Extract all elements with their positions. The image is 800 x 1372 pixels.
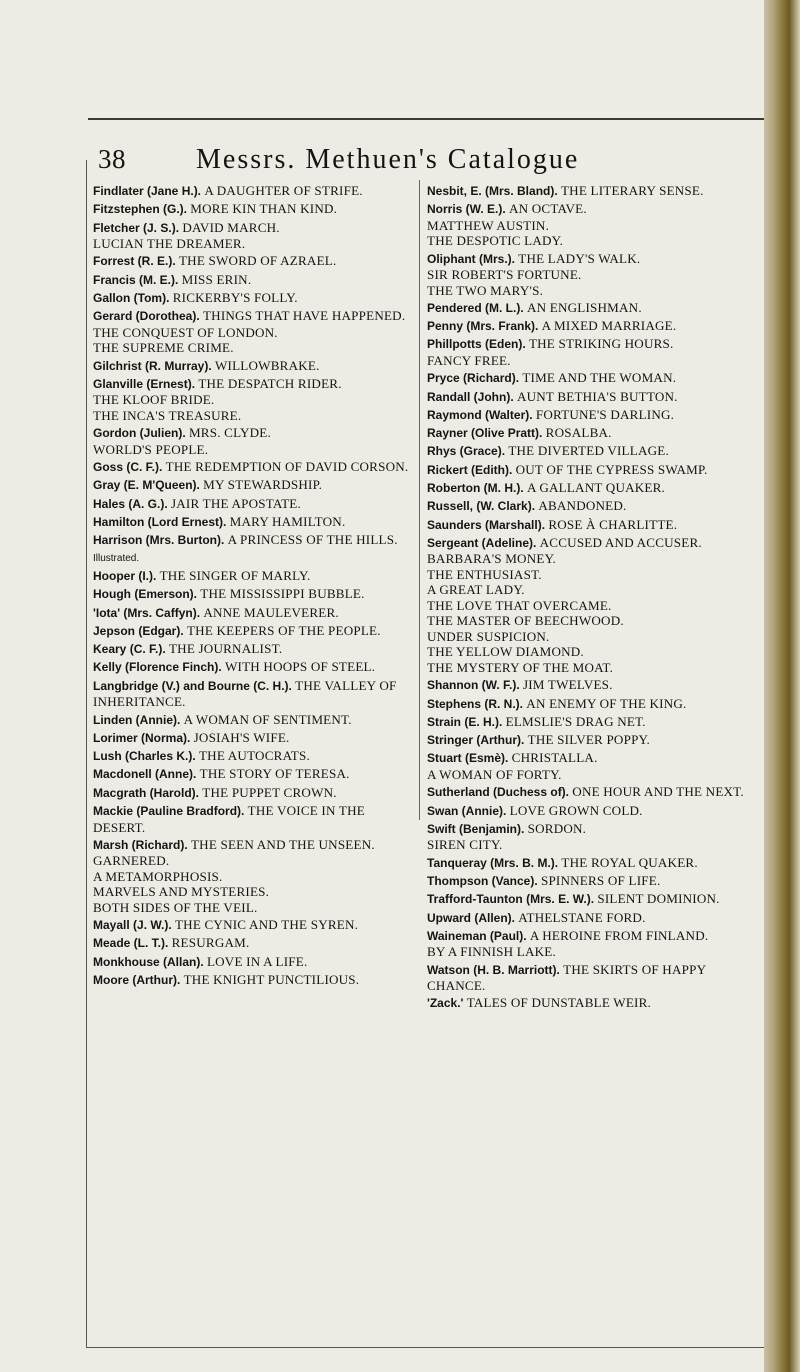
catalogue-entry xyxy=(93,568,411,585)
entry-title: THE SINGER OF MARLY. xyxy=(159,567,311,583)
entry-author: Norris (W. E.). xyxy=(427,202,506,217)
catalogue-entry xyxy=(427,201,749,249)
entry-author: Rhys (Grace). xyxy=(427,444,506,459)
entry-author: Penny (Mrs. Frank). xyxy=(427,319,539,334)
catalogue-entry xyxy=(427,407,749,424)
entry-title: BARBARA'S MONEY. xyxy=(427,551,557,567)
top-rule xyxy=(88,118,764,120)
entry-title: MRS. CLYDE. xyxy=(188,425,271,441)
column-divider xyxy=(419,180,420,820)
catalogue-entry xyxy=(427,677,749,694)
entry-author: Roberton (M. H.). xyxy=(427,481,524,496)
entry-title: MARY HAMILTON. xyxy=(229,513,346,529)
entry-author: Gallon (Tom). xyxy=(93,290,170,305)
entry-title: A MIXED MARRIAGE. xyxy=(541,318,677,334)
entry-author: Rickert (Edith). xyxy=(427,462,513,477)
entry-title: THE JOURNALIST. xyxy=(168,641,283,657)
entry-title: MISS ERIN. xyxy=(181,271,252,287)
entry-author: Hooper (I.). xyxy=(93,568,157,583)
catalogue-entry xyxy=(93,730,411,747)
catalogue-entry xyxy=(93,290,411,307)
entry-title: THE TWO MARY'S. xyxy=(427,282,544,298)
entry-author: Keary (C. F.). xyxy=(93,642,166,657)
catalogue-entry xyxy=(93,532,411,566)
catalogue-entry xyxy=(93,659,411,676)
catalogue-entry xyxy=(427,873,749,890)
catalogue-entry xyxy=(93,623,411,640)
entry-title: ELMSLIE'S DRAG NET. xyxy=(505,713,646,729)
entry-title: THINGS THAT HAVE HAPPENED. xyxy=(202,308,406,324)
entry-title: FANCY FREE. xyxy=(427,352,511,368)
entry-title: THE ROYAL QUAKER. xyxy=(561,854,698,870)
entry-author: Langbridge (V.) and Bourne (C. H.). xyxy=(93,678,292,693)
entry-title: MY STEWARDSHIP. xyxy=(203,477,323,493)
entry-title: TALES OF DUNSTABLE WEIR. xyxy=(466,995,652,1011)
catalogue-entry xyxy=(427,517,749,534)
entry-title: THE PUPPET CROWN. xyxy=(202,784,337,800)
entry-title: THE SILVER POPPY. xyxy=(527,732,650,748)
entry-author: Forrest (R. E.). xyxy=(93,254,176,269)
entry-author: Thompson (Vance). xyxy=(427,873,538,888)
entry-title: LOVE IN A LIFE. xyxy=(206,953,308,969)
catalogue-entry xyxy=(93,954,411,971)
catalogue-entry xyxy=(93,496,411,513)
entry-title: WITH HOOPS OF STEEL. xyxy=(224,659,376,675)
catalogue-entry xyxy=(427,714,749,731)
catalogue-entry xyxy=(93,272,411,289)
catalogue-entry xyxy=(93,183,411,200)
catalogue-entry xyxy=(427,696,749,713)
left-column xyxy=(93,183,411,990)
entry-author: Swift (Benjamin). xyxy=(427,821,525,836)
entry-title: ROSE À CHARLITTE. xyxy=(548,516,678,532)
entry-title: THE KEEPERS OF THE PEOPLE. xyxy=(186,622,381,638)
page-number: 38 xyxy=(98,144,126,174)
catalogue-entry xyxy=(93,586,411,603)
entry-author: Upward (Allen). xyxy=(427,910,516,925)
entry-title: THE AUTOCRATS. xyxy=(198,748,310,764)
catalogue-entry xyxy=(427,803,749,820)
entry-author: Gray (E. M'Queen). xyxy=(93,478,200,493)
catalogue-entry xyxy=(93,678,411,710)
book-page-edge xyxy=(764,0,800,1372)
entry-title: THE VOICE IN THE DESERT. xyxy=(93,803,365,835)
entry-author: Linden (Annie). xyxy=(93,712,181,727)
entry-author: Raymond (Walter). xyxy=(427,407,533,422)
entry-author: Randall (John). xyxy=(427,389,514,404)
right-column xyxy=(427,183,749,1014)
entry-title: THE REDEMPTION OF DAVID CORSON. xyxy=(165,458,409,474)
entry-title: LOVE GROWN COLD. xyxy=(509,802,643,818)
entry-title: UNDER SUSPICION. xyxy=(427,628,550,644)
entry-author: Stuart (Esmè). xyxy=(427,751,509,766)
entry-author: Russell, (W. Clark). xyxy=(427,499,536,514)
catalogue-entry xyxy=(93,358,411,375)
catalogue-entry xyxy=(93,917,411,934)
entry-title: ATHELSTANE FORD. xyxy=(518,909,646,925)
entry-title: THE SKIRTS OF HAPPY CHANCE. xyxy=(427,961,706,994)
catalogue-entry xyxy=(427,389,749,406)
entry-title: DAVID MARCH. xyxy=(182,219,280,235)
entry-author: Waineman (Paul). xyxy=(427,928,527,943)
entry-title: LUCIAN THE DREAMER. xyxy=(93,236,246,252)
entry-author: Gerard (Dorothea). xyxy=(93,309,200,324)
entry-title: THE STRIKING HOURS. xyxy=(528,336,674,352)
entry-author: Stringer (Arthur). xyxy=(427,733,525,748)
catalogue-entry xyxy=(427,784,749,801)
entry-title: SPINNERS OF LIFE. xyxy=(540,872,661,888)
entry-title: CHRISTALLA. xyxy=(511,750,598,766)
entry-author: Francis (M. E.). xyxy=(93,272,179,287)
entry-title: ONE HOUR AND THE NEXT. xyxy=(572,784,744,800)
catalogue-entry xyxy=(427,498,749,515)
entry-title: WORLD'S PEOPLE. xyxy=(93,441,209,457)
catalogue-entry xyxy=(427,750,749,782)
entry-title: THE SUPREME CRIME. xyxy=(93,340,234,356)
entry-title: MATTHEW AUSTIN. xyxy=(427,217,550,233)
entry-title: A PRINCESS OF THE HILLS. xyxy=(227,532,398,548)
entry-title: ANNE MAULEVERER. xyxy=(203,604,339,620)
catalogue-entry xyxy=(93,514,411,531)
entry-title: A WOMAN OF FORTY. xyxy=(427,766,562,782)
entry-title: THE STORY OF TERESA. xyxy=(199,766,350,782)
entry-title: ABANDONED. xyxy=(538,498,627,514)
catalogue-entry xyxy=(93,220,411,252)
entry-author: Shannon (W. F.). xyxy=(427,678,520,693)
catalogue-entry xyxy=(93,837,411,916)
left-margin-rule xyxy=(86,160,87,1348)
entry-author: Gilchrist (R. Murray). xyxy=(93,358,212,373)
catalogue-entry xyxy=(427,732,749,749)
entry-title: THE DIVERTED VILLAGE. xyxy=(508,443,669,459)
entry-title: THE INCA'S TREASURE. xyxy=(93,407,242,423)
entry-author: Hough (Emerson). xyxy=(93,587,197,602)
entry-title: MARVELS AND MYSTERIES. xyxy=(93,884,270,900)
entry-author: Watson (H. B. Marriott). xyxy=(427,962,560,977)
entry-author: Mayall (J. W.). xyxy=(93,918,172,933)
entry-author: Findlater (Jane H.). xyxy=(93,184,202,198)
catalogue-entry xyxy=(93,425,411,457)
catalogue-entry xyxy=(93,641,411,658)
entry-title: AN ENEMY OF THE KING. xyxy=(526,695,687,711)
entry-author: Monkhouse (Allan). xyxy=(93,954,204,969)
entry-author: Fletcher (J. S.). xyxy=(93,220,180,235)
entry-author: Pendered (M. L.). xyxy=(427,300,524,315)
entry-author: Glanville (Ernest). xyxy=(93,376,196,391)
catalogue-entry xyxy=(93,477,411,494)
entry-title: GARNERED. xyxy=(93,853,170,869)
catalogue-entry xyxy=(93,972,411,989)
entry-title: AN OCTAVE. xyxy=(508,201,587,217)
entry-title: RESURGAM. xyxy=(171,935,250,951)
entry-note: Illustrated. xyxy=(93,552,140,564)
catalogue-entry xyxy=(427,910,749,927)
running-title: Messrs. Methuen's Catalogue xyxy=(196,144,580,175)
entry-title: A GREAT LADY. xyxy=(427,582,525,598)
catalogue-entry xyxy=(427,370,749,387)
entry-title: ROSALBA. xyxy=(545,425,612,441)
entry-author: 'Zack.' xyxy=(427,996,464,1011)
entry-author: Strain (E. H.). xyxy=(427,714,503,729)
entry-author: Rayner (Olive Pratt). xyxy=(427,426,543,441)
entry-title: THE ENTHUSIAST. xyxy=(427,566,542,582)
entry-title: MORE KIN THAN KIND. xyxy=(190,201,338,217)
catalogue-entry xyxy=(427,462,749,479)
entry-author: Fitzstephen (G.). xyxy=(93,202,187,217)
entry-author: Swan (Annie). xyxy=(427,803,507,818)
catalogue-entry xyxy=(427,962,749,994)
entry-title: THE DESPOTIC LADY. xyxy=(427,233,564,249)
entry-author: Hales (A. G.). xyxy=(93,496,168,511)
entry-title: THE KLOOF BRIDE. xyxy=(93,392,215,408)
entry-author: Kelly (Florence Finch). xyxy=(93,660,222,675)
entry-title: ACCUSED AND ACCUSER. xyxy=(539,534,702,550)
entry-author: Jepson (Edgar). xyxy=(93,623,184,638)
entry-title: SILENT DOMINION. xyxy=(597,891,720,907)
catalogue-entry xyxy=(427,535,749,676)
entry-author: Macdonell (Anne). xyxy=(93,767,197,782)
catalogue-entry xyxy=(93,935,411,952)
entry-title: THE YELLOW DIAMOND. xyxy=(427,644,584,660)
page-header xyxy=(88,144,728,180)
entry-author: Macgrath (Harold). xyxy=(93,785,200,800)
entry-title: AUNT BETHIA'S BUTTON. xyxy=(516,388,678,404)
catalogue-entry xyxy=(93,605,411,622)
entry-author: Nesbit, E. (Mrs. Bland). xyxy=(427,184,558,198)
catalogue-entry xyxy=(427,443,749,460)
catalogue-entry xyxy=(427,480,749,497)
catalogue-entry xyxy=(427,300,749,317)
entry-title: THE SWORD OF AZRAEL. xyxy=(178,253,337,269)
entry-author: Saunders (Marshall). xyxy=(427,517,546,532)
entry-title: JAIR THE APOSTATE. xyxy=(170,495,301,511)
catalogue-entry xyxy=(93,201,411,218)
catalogue-entry xyxy=(427,318,749,335)
entry-title: THE VALLEY OF INHERITANCE. xyxy=(93,677,397,710)
entry-title: THE MASTER OF BEECHWOOD. xyxy=(427,613,624,629)
entry-title: RICKERBY'S FOLLY. xyxy=(172,289,298,305)
entry-title: THE MISSISSIPPI BUBBLE. xyxy=(200,586,365,602)
entry-title: WILLOWBRAKE. xyxy=(214,357,320,373)
entry-author: Pryce (Richard). xyxy=(427,371,520,386)
catalogue-entry xyxy=(93,785,411,802)
catalogue-entry xyxy=(427,855,749,872)
entry-author: Trafford-Taunton (Mrs. E. W.). xyxy=(427,892,595,907)
entry-title: OUT OF THE CYPRESS SWAMP. xyxy=(515,461,708,477)
bottom-rule xyxy=(86,1347,764,1348)
entry-title: TIME AND THE WOMAN. xyxy=(522,370,677,386)
entry-author: Marsh (Richard). xyxy=(93,837,188,852)
catalogue-entry xyxy=(93,748,411,765)
entry-title: A WOMAN OF SENTIMENT. xyxy=(183,711,352,727)
entry-title: THE KNIGHT PUNCTILIOUS. xyxy=(183,972,360,987)
entry-title: THE LITERARY SENSE. xyxy=(560,183,704,198)
catalogue-entry xyxy=(93,803,411,835)
entry-author: Gordon (Julien). xyxy=(93,426,186,441)
catalogue-entry xyxy=(93,712,411,729)
entry-author: Lush (Charles K.). xyxy=(93,749,196,764)
entry-author: Stephens (R. N.). xyxy=(427,696,524,711)
catalogue-entry xyxy=(427,928,749,960)
entry-author: Goss (C. F.). xyxy=(93,459,163,474)
entry-author: Sutherland (Duchess of). xyxy=(427,785,570,800)
entry-title: BOTH SIDES OF THE VEIL. xyxy=(93,899,258,915)
catalogue-entry xyxy=(93,766,411,783)
entry-author: Lorimer (Norma). xyxy=(93,730,191,745)
entry-title: THE CONQUEST OF LONDON. xyxy=(93,324,278,340)
entry-title: THE LADY'S WALK. xyxy=(518,250,641,266)
catalogue-entry xyxy=(427,425,749,442)
entry-author: Mackie (Pauline Bradford). xyxy=(93,804,245,819)
entry-author: Sergeant (Adeline). xyxy=(427,535,537,550)
entry-title: AN ENGLISHMAN. xyxy=(526,299,642,315)
entry-title: THE MYSTERY OF THE MOAT. xyxy=(427,659,614,675)
entry-title: SIR ROBERT'S FORTUNE. xyxy=(427,267,582,283)
entry-author: Tanqueray (Mrs. B. M.). xyxy=(427,855,559,870)
entry-title: THE SEEN AND THE UNSEEN. xyxy=(190,836,375,852)
catalogue-entry xyxy=(427,891,749,908)
entry-title: JOSIAH'S WIFE. xyxy=(193,729,290,745)
entry-title: JIM TWELVES. xyxy=(522,677,613,693)
catalogue-entry xyxy=(93,308,411,356)
entry-author: Oliphant (Mrs.). xyxy=(427,251,515,266)
entry-title: THE CYNIC AND THE SYREN. xyxy=(174,917,359,933)
entry-author: Harrison (Mrs. Burton). xyxy=(93,533,225,548)
entry-author: Moore (Arthur). xyxy=(93,973,181,987)
entry-title: A METAMORPHOSIS. xyxy=(93,868,223,884)
entry-title: FORTUNE'S DARLING. xyxy=(535,406,675,422)
entry-title: THE LOVE THAT OVERCAME. xyxy=(427,597,612,613)
catalogue-entry xyxy=(427,251,749,299)
catalogue-entry xyxy=(93,253,411,270)
entry-author: 'Iota' (Mrs. Caffyn). xyxy=(93,605,201,620)
catalogue-entry xyxy=(427,821,749,853)
entry-title: BY A FINNISH LAKE. xyxy=(427,944,556,960)
entry-title: A DAUGHTER OF STRIFE. xyxy=(204,183,363,198)
entry-title: A HEROINE FROM FINLAND. xyxy=(529,927,709,943)
catalogue-entry xyxy=(427,995,749,1012)
entry-title: SORDON. xyxy=(527,820,587,836)
catalogue-entry xyxy=(93,376,411,424)
catalogue-entry xyxy=(93,459,411,476)
entry-author: Hamilton (Lord Ernest). xyxy=(93,514,227,529)
catalogue-entry xyxy=(427,336,749,368)
entry-title: SIREN CITY. xyxy=(427,837,503,853)
entry-author: Meade (L. T.). xyxy=(93,936,169,951)
entry-title: A GALLANT QUAKER. xyxy=(526,480,666,496)
entry-author: Phillpotts (Eden). xyxy=(427,337,526,352)
entry-title: THE DESPATCH RIDER. xyxy=(198,375,342,391)
catalogue-entry xyxy=(427,183,749,200)
